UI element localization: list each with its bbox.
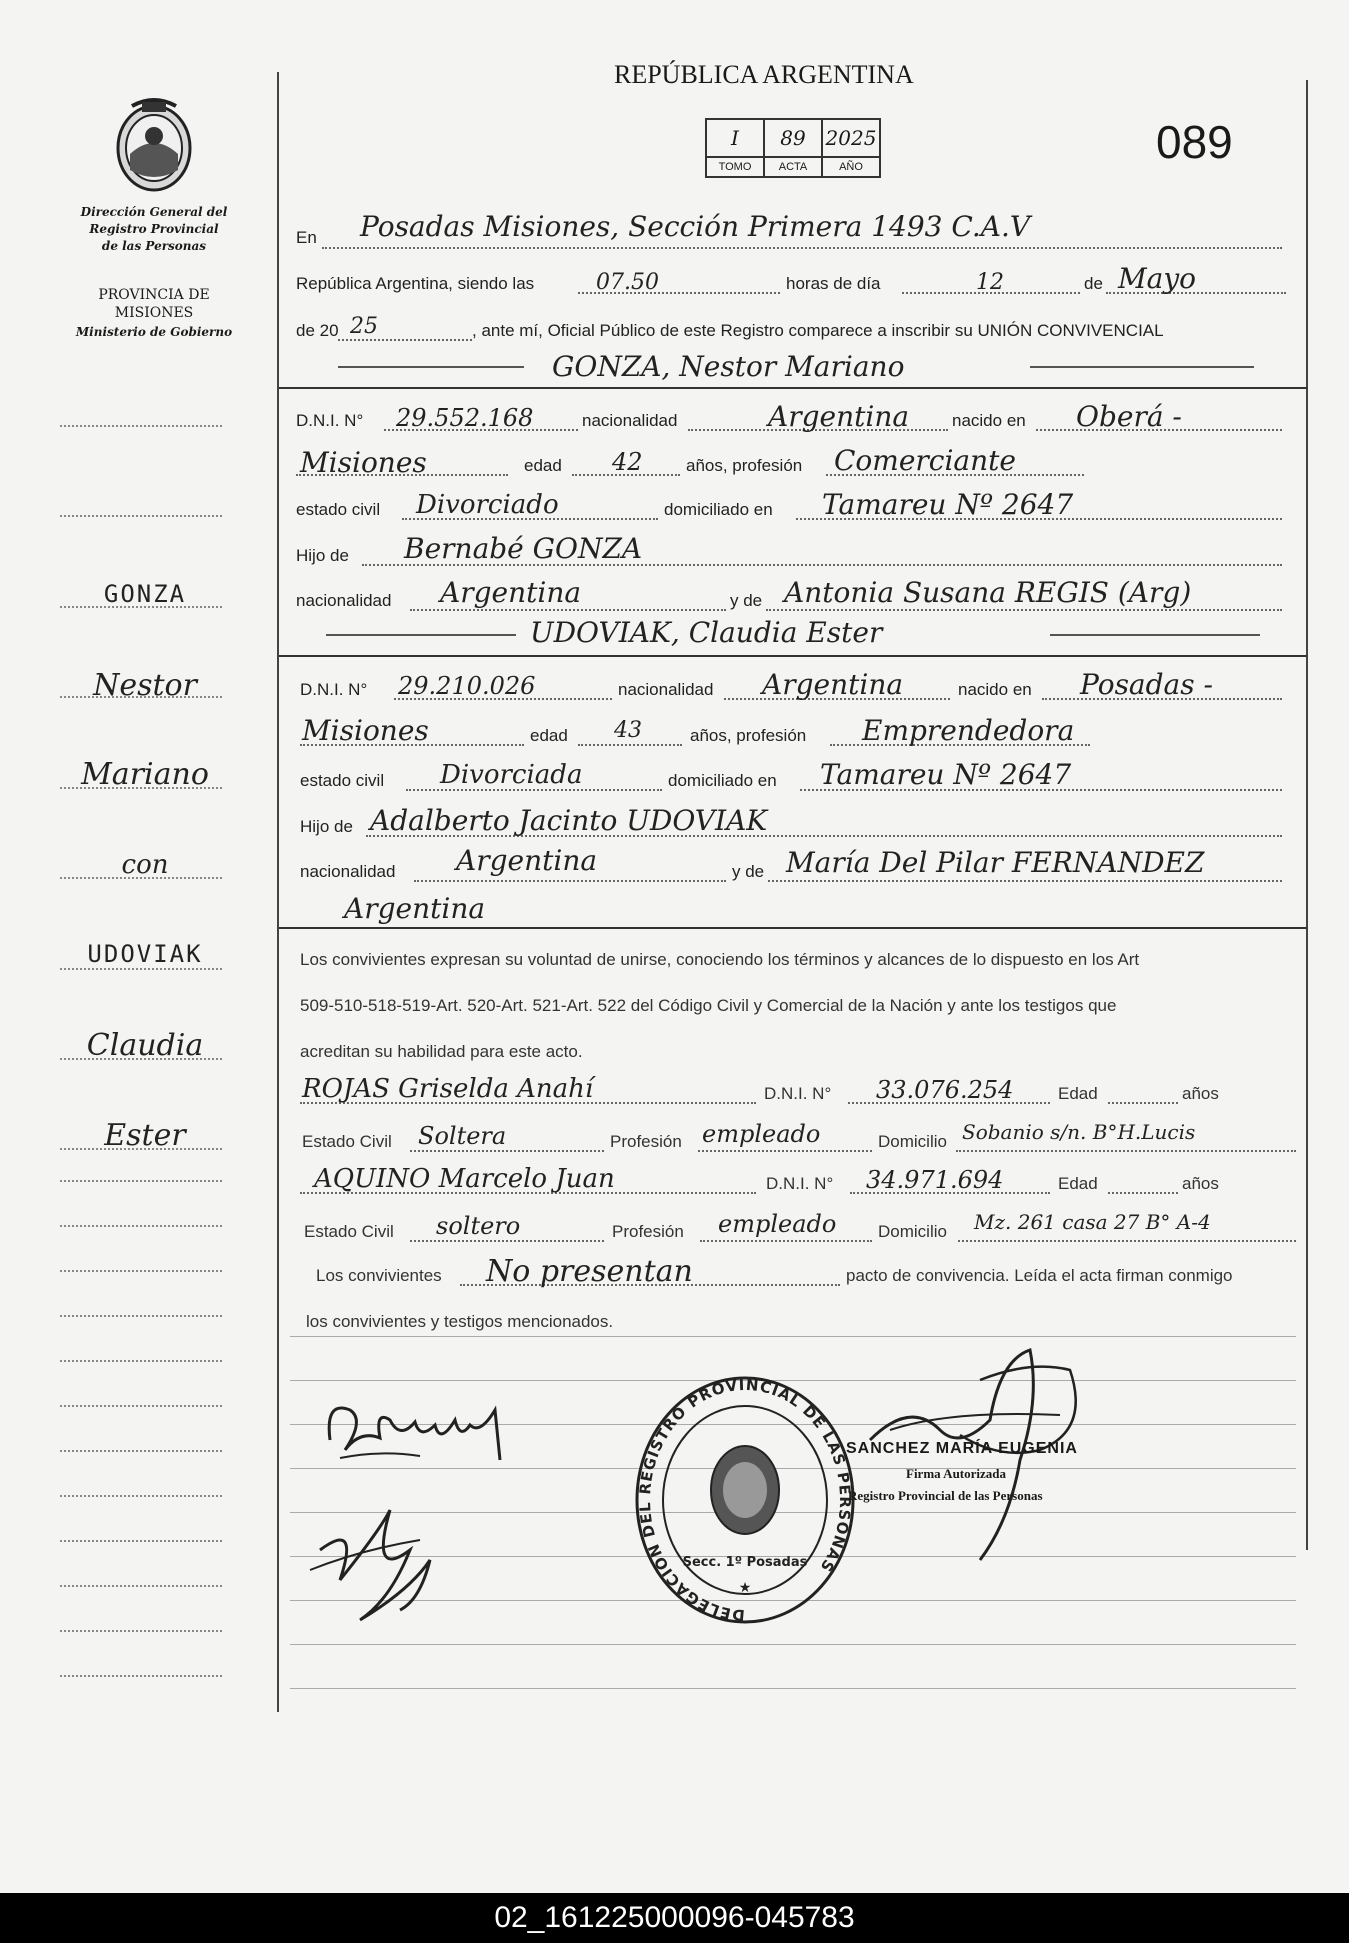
- margin-name: Mariano: [81, 757, 209, 792]
- person1-father-nationality: Argentina: [440, 576, 582, 609]
- witness-dni-label: D.N.I. N°: [766, 1174, 834, 1193]
- month-value: Mayo: [1118, 262, 1197, 295]
- age-line: [578, 744, 682, 746]
- name-rule: [1050, 634, 1260, 636]
- person1-profession: Comerciante: [834, 444, 1016, 477]
- pact-suffix: pacto de convivencia. Leída el acta firman conmigo: [846, 1266, 1233, 1285]
- person1-domicile: Tamareu Nº 2647: [822, 488, 1074, 521]
- domicile-label: domiciliado en: [668, 771, 777, 790]
- witness-profession-label: Profesión: [610, 1132, 682, 1151]
- margin-line: [60, 1270, 222, 1272]
- official-office: Registro Provincial de las Personas: [848, 1488, 1043, 1503]
- margin-line: [60, 1675, 222, 1677]
- witness1-profession: empleado: [702, 1120, 821, 1148]
- person1-civil-status: Divorciado: [416, 490, 559, 520]
- person1-birthplace: Oberá -: [1076, 400, 1182, 433]
- stamp-ring-text: DELEGACIÓN DEL REGISTRO PROVINCIAL DE LAS PERSONAS: [635, 1375, 855, 1625]
- profession-label: años, profesión: [690, 726, 807, 745]
- person2-mother: María Del Pilar FERNANDEZ: [786, 846, 1205, 879]
- dni-label: D.N.I. N°: [296, 411, 364, 430]
- witness-years-label: años: [1182, 1084, 1219, 1103]
- person2-birthplace: Posadas -: [1080, 668, 1213, 701]
- person2-father: Adalberto Jacinto UDOVIAK: [370, 804, 768, 837]
- witness-domicile-label: Domicilio: [878, 1132, 947, 1151]
- witness-dni-label: D.N.I. N°: [764, 1084, 832, 1103]
- signature-2: [300, 1490, 460, 1630]
- margin-line: [60, 1225, 222, 1227]
- person2-profession: Emprendedora: [862, 714, 1075, 747]
- stamp-inner-text: Secc. 1º Posadas: [682, 1555, 808, 1570]
- name-rule: [1030, 366, 1254, 368]
- person2-birthplace-2: Misiones: [302, 714, 429, 747]
- person1-mother: Antonia Susana REGIS (Arg): [784, 576, 1192, 609]
- born-in-label: nacido en: [952, 411, 1026, 430]
- tomo-acta-anio-table: [705, 118, 881, 178]
- witness-age-line: [1108, 1102, 1178, 1104]
- right-frame-line: [1306, 80, 1308, 1550]
- mother-line: [766, 609, 1282, 611]
- father-nationality-label: nacionalidad: [296, 591, 392, 610]
- witness1-name: ROJAS Griselda Anahí: [302, 1074, 594, 1104]
- margin-name: UDOVIAK: [87, 940, 203, 968]
- place-value: Posadas Misiones, Sección Primera 1493 C.A.V: [360, 210, 1031, 243]
- coat-of-arms-logo: [112, 92, 196, 196]
- pact-prefix: Los convivientes: [316, 1266, 442, 1285]
- witness2-profession: empleado: [718, 1210, 837, 1238]
- signature-line: [290, 1644, 1296, 1645]
- acta-value: 89: [764, 119, 822, 157]
- margin-line: [60, 968, 222, 970]
- father-nationality-label: nacionalidad: [300, 862, 396, 881]
- person2-fullname: UDOVIAK, Claudia Ester: [530, 616, 883, 649]
- nationality-label: nacionalidad: [582, 411, 678, 430]
- dni-label: D.N.I. N°: [300, 680, 368, 699]
- father-nationality-line: [410, 609, 726, 611]
- margin-line: [60, 1405, 222, 1407]
- anio-value: 2025: [822, 119, 880, 157]
- margin-line: [60, 1360, 222, 1362]
- margin-line: [60, 1315, 222, 1317]
- person1-birthplace-2: Misiones: [300, 446, 427, 479]
- document-id-footer: 02_161225000096-045783: [0, 1893, 1349, 1943]
- margin-name: GONZA: [103, 580, 187, 608]
- official-stamp: [630, 1370, 860, 1630]
- name-rule: [326, 634, 516, 636]
- ministry-name: Ministerio de Gobierno: [75, 325, 233, 339]
- institution-name: Dirección General del Registro Provincial de las Personas: [80, 205, 228, 253]
- civil-status-label: estado civil: [300, 771, 385, 790]
- witness-profession-line: [698, 1150, 872, 1152]
- child-of-label: Hijo de: [300, 817, 353, 836]
- pact-line-2: los convivientes y testigos mencionados.: [306, 1312, 614, 1331]
- anio-label: AÑO: [822, 157, 880, 177]
- nationality-label: nacionalidad: [618, 680, 714, 699]
- age-label: edad: [530, 726, 568, 745]
- born-in-label: nacido en: [958, 680, 1032, 699]
- witness1-dni: 33.076.254: [876, 1076, 1014, 1104]
- margin-line: [60, 1585, 222, 1587]
- margin-name: Claudia: [86, 1028, 204, 1063]
- witness-domicile-label: Domicilio: [878, 1222, 947, 1241]
- day-value: 12: [976, 270, 1004, 295]
- tomo-label: TOMO: [706, 157, 764, 177]
- province-name: PROVINCIA DE MISIONES: [98, 287, 210, 321]
- witness2-name: AQUINO Marcelo Juan: [314, 1164, 615, 1194]
- hours-label: horas de día: [786, 274, 881, 293]
- and-of-label: y de: [730, 591, 763, 610]
- witness-age-label: Edad: [1058, 1084, 1098, 1103]
- person2-nationality: Argentina: [762, 668, 904, 701]
- witness-age-line: [1108, 1192, 1178, 1194]
- pact-value: No presentan: [486, 1254, 693, 1289]
- margin-line: [60, 1495, 222, 1497]
- person2-domicile: Tamareu Nº 2647: [820, 758, 1072, 791]
- margin-line: [60, 1630, 222, 1632]
- margin-name: Ester: [104, 1118, 186, 1153]
- person2-civil-status: Divorciada: [440, 760, 583, 790]
- declaration-line-1: Los convivientes expresan su voluntad de unirse, conociendo los términos y alcances de lo dispuesto en los Art: [300, 950, 1140, 969]
- margin-name: con: [121, 850, 169, 880]
- person2-dni: 29.210.026: [398, 672, 536, 700]
- witness-civil-status-label: Estado Civil: [304, 1222, 394, 1241]
- margin-line: [60, 1180, 222, 1182]
- time-value: 07.50: [596, 270, 659, 295]
- and-of-label: y de: [732, 862, 765, 881]
- place-line: [322, 247, 1282, 249]
- name-rule: [338, 366, 524, 368]
- mother-line: [768, 880, 1282, 882]
- margin-line: [60, 425, 222, 427]
- margin-line: [60, 1540, 222, 1542]
- of-label: de: [1084, 274, 1103, 293]
- star-icon: ★: [738, 1580, 752, 1596]
- profession-label: años, profesión: [686, 456, 803, 475]
- signature-line: [290, 1336, 1296, 1337]
- person2-father-nationality: Argentina: [456, 844, 598, 877]
- declaration-line-3: acreditan su habilidad para este acto.: [300, 1042, 583, 1061]
- witness1-domicile: Sobanio s/n. B°H.Lucis: [962, 1120, 1196, 1144]
- year-prefix: de 20: [296, 321, 339, 340]
- appearance-statement: , ante mí, Oficial Público de este Registro comparece a inscribir su UNIÓN CONVIVENCIAL: [472, 321, 1164, 340]
- witness-years-label: años: [1182, 1174, 1219, 1193]
- father-nationality-line: [414, 880, 726, 882]
- person1-age: 42: [612, 448, 643, 476]
- en-label: En: [296, 228, 317, 247]
- section-divider: [279, 387, 1307, 389]
- year-value: 25: [350, 314, 378, 339]
- witness-domicile-line: [956, 1150, 1296, 1152]
- margin-name: Nestor: [93, 668, 197, 703]
- witness2-dni: 34.971.694: [866, 1166, 1004, 1194]
- person1-father: Bernabé GONZA: [404, 532, 643, 565]
- acta-label: ACTA: [764, 157, 822, 177]
- person1-nationality: Argentina: [768, 400, 910, 433]
- official-role: Firma Autorizada: [906, 1466, 1007, 1481]
- civil-status-label: estado civil: [296, 500, 381, 519]
- record-number: 089: [1156, 116, 1233, 168]
- person2-mother-nationality: Argentina: [344, 892, 486, 925]
- person2-age: 43: [614, 718, 642, 743]
- witness-civil-status-line: [410, 1150, 604, 1152]
- witness-profession-line: [700, 1240, 872, 1242]
- domicile-label: domiciliado en: [664, 500, 773, 519]
- declaration-line-2: 509-510-518-519-Art. 520-Art. 521-Art. 522 del Código Civil y Comercial de la Nación y ante los testigos que: [300, 996, 1117, 1015]
- witness-profession-label: Profesión: [612, 1222, 684, 1241]
- left-frame-line: [277, 72, 279, 1712]
- margin-line: [60, 515, 222, 517]
- witness1-civil-status: Soltera: [418, 1122, 507, 1150]
- signature-line: [290, 1688, 1296, 1689]
- section-divider: [279, 927, 1307, 929]
- person1-fullname: GONZA, Nestor Mariano: [552, 350, 905, 383]
- witness2-civil-status: soltero: [436, 1212, 521, 1240]
- witness-civil-status-label: Estado Civil: [302, 1132, 392, 1151]
- witness2-domicile: Mz. 261 casa 27 B° A-4: [974, 1210, 1211, 1234]
- child-of-label: Hijo de: [296, 546, 349, 565]
- signature-1: [320, 1380, 540, 1480]
- republic-label: República Argentina, siendo las: [296, 274, 535, 293]
- person1-dni: 29.552.168: [396, 404, 534, 432]
- age-label: edad: [524, 456, 562, 475]
- tomo-value: I: [706, 119, 764, 157]
- year-line: [338, 339, 472, 341]
- official-name: SANCHEZ MARÍA EUGENIA: [846, 1440, 1078, 1457]
- witness-civil-status-line: [410, 1240, 604, 1242]
- section-divider: [279, 655, 1307, 657]
- margin-line: [60, 1450, 222, 1452]
- country-title: REPÚBLICA ARGENTINA: [614, 60, 914, 89]
- witness-domicile-line: [958, 1240, 1296, 1242]
- witness-age-label: Edad: [1058, 1174, 1098, 1193]
